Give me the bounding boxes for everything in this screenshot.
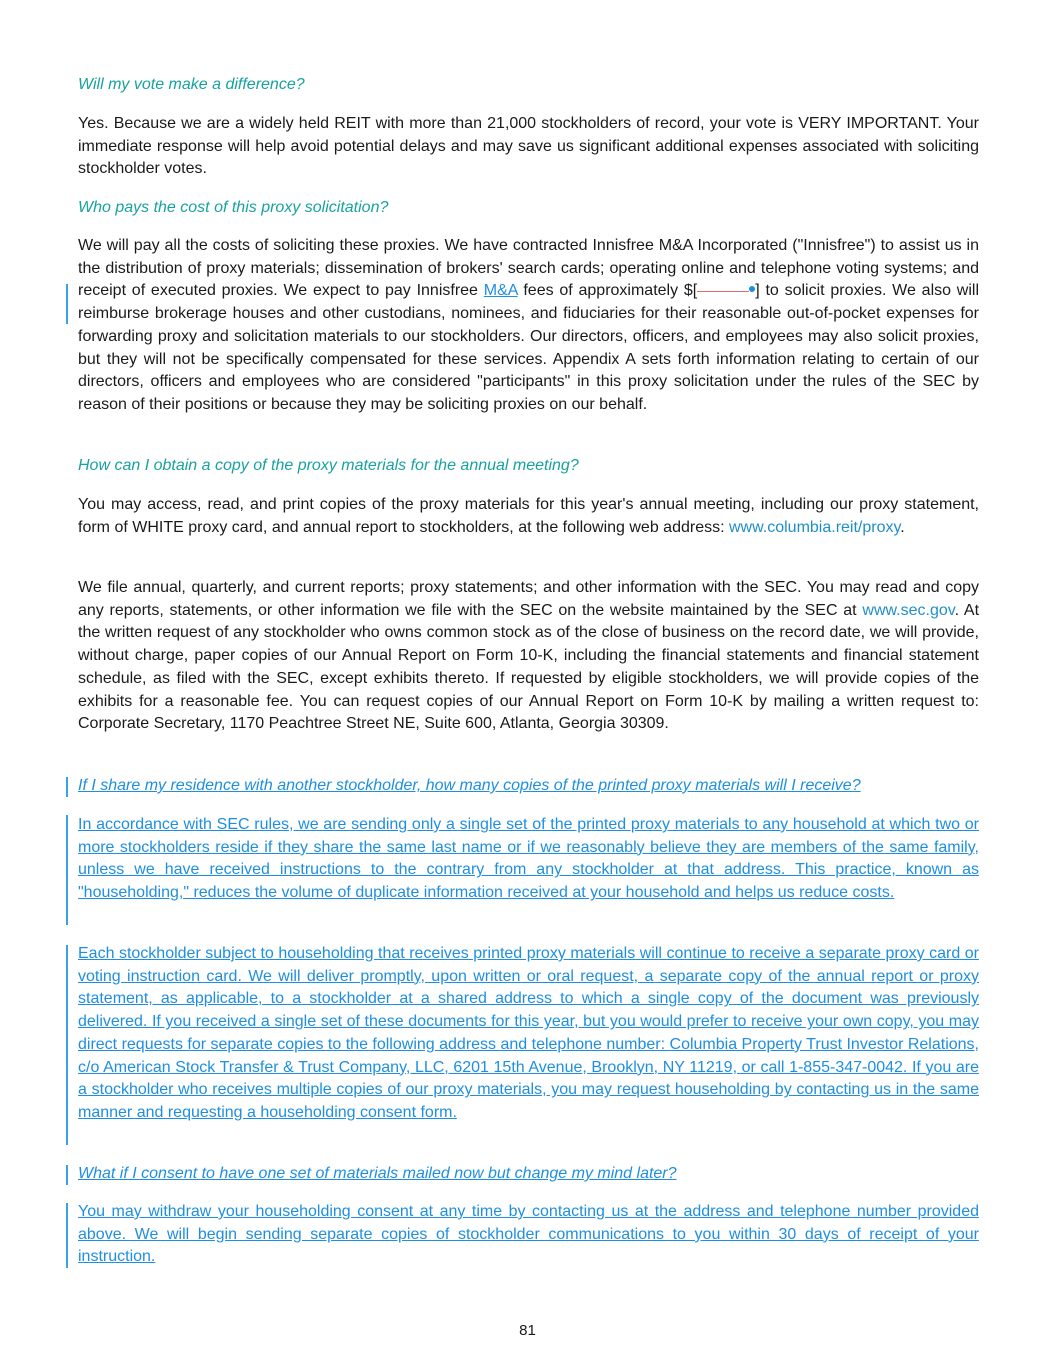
- sec-filings-text-1: We file annual, quarterly, and current reports; proxy statements; and other information with the SEC. You may read and copy any reports, statements, or other information we file with the SEC on the website maintained by the SEC at: [78, 579, 979, 619]
- question-change-mind: What if I consent to have one set of materials mailed now but change my mind later?: [78, 1165, 677, 1182]
- answer-proxy-cost-text-2: fees of approximately $[: [523, 282, 698, 300]
- columbia-proxy-link[interactable]: www.columbia.reit/proxy: [728, 518, 901, 536]
- answer-proxy-cost-text-1: We will pay all the costs of soliciting these proxies. We have contracted Innisfree M&A Incorporated ("Innisfree") to assist us in the distribution of proxy materials; dissemination of brokers' search cards; operating online and telephone voting systems; and receipt of executed proxies. We expect to pay Innisfree: [78, 237, 979, 300]
- fee-amount-field[interactable]: [697, 281, 749, 292]
- answer-shared-residence: In accordance with SEC rules, we are sending only a single set of the printed proxy materials to any household at which two or more stockholders reside if they share the same last name or if we reasonably believe they are members of the same family, unless we have received instructions to the contrary from any stockholder at that address. This practice, known as "householding," reduces the volume of duplicate information received at your household and helps us reduce costs.: [78, 816, 979, 902]
- sec-gov-link[interactable]: www.sec.gov: [862, 601, 955, 619]
- question-vote-difference: Will my vote make a difference?: [78, 76, 305, 93]
- answer-obtain-copy-text: You may access, read, and print copies of the proxy materials for this year's annual meeting, including our proxy statement, form of WHITE proxy card, and annual report to stockholders, at the following web address:: [78, 496, 979, 536]
- change-bar: [66, 284, 68, 324]
- change-bar: [66, 777, 68, 797]
- question-proxy-cost: Who pays the cost of this proxy solicitation?: [78, 199, 389, 216]
- sec-filings-text-2: . At the written request of any stockholder who owns common stock as of the close of business on the record date, we will provide, without charge, paper copies of our Annual Report on Form 10-K, including the financial statements and financial statement schedule, as filed with the SEC, except exhibits thereto. If requested by eligible stockholders, we will provide copies of the exhibits for a reasonable fee. You can request copies of our Annual Report on Form 10-K by mailing a written request to: Corporate Secretary, 1170 Peachtree Street NE, Suite 600, Atlanta, Georgia 30309.: [78, 601, 980, 733]
- answer-proxy-cost-text-3: ] to solicit proxies. We also will reimburse brokerage houses and other custodians, nominees, and fiduciaries for their reasonable out-of-pocket expenses for forwarding proxy and solicitation materials to our stockholders. Our directors, officers, and employees may also solicit proxies, but they will not be specifically compensated for these services. Appendix A sets forth information relating to certain of our directors, officers and employees who are considered "participants" in this proxy solicitation under the rules of the SEC by reason of their positions or because they may be soliciting proxies on our behalf.: [78, 282, 980, 413]
- change-bar: [66, 945, 68, 1145]
- householding-paragraph: Each stockholder subject to householding that receives printed proxy materials will continue to receive a separate proxy card or voting instruction card. We will deliver promptly, upon written or oral request, a separate copy of the annual report or proxy statement, as applicable, to a stockholder at a shared address to which a single copy of the document was previously delivered. If you received a single set of these documents for this year, but you would prefer to receive your own copy, you may direct requests for separate copies to the following address and telephone number: Columbia Property Trust Investor Relations, c/o American Stock Transfer & Trust Company, LLC, 6201 15th Avenue, Brooklyn, NY 11219, or call 1-855-347-0042. If you are a stockholder who receives multiple copies of our proxy materials, you may request householding by contacting us in the same manner and requesting a householding consent form.: [78, 945, 979, 1121]
- answer-change-mind: You may withdraw your householding consent at any time by contacting us at the address and telephone number provided above. We will begin sending separate copies of stockholder communications to you within 30 days of receipt of your instruction.: [78, 1203, 979, 1266]
- answer-obtain-copy: You may access, read, and print copies of the proxy materials for this year's annual meeting, including our proxy statement, form of WHITE proxy card, and annual report to stockholders, at the following web address: www.columbia.reit/proxy.: [78, 496, 979, 536]
- sec-filings-paragraph: [78, 577, 979, 736]
- ma-link[interactable]: M&A: [483, 282, 518, 300]
- answer-vote-difference: Yes. Because we are a widely held REIT with more than 21,000 stockholders of record, your vote is VERY IMPORTANT. Your immediate response will help avoid potential delays and may save us significant additional expenses associated with soliciting stockholder votes.: [78, 115, 979, 178]
- answer-proxy-cost: [78, 235, 979, 417]
- question-obtain-copy: How can I obtain a copy of the proxy materials for the annual meeting?: [78, 457, 579, 474]
- page-number: 81: [519, 1322, 536, 1339]
- change-bar: [66, 815, 68, 925]
- question-shared-residence: If I share my residence with another stockholder, how many copies of the printed proxy materials will I receive?: [78, 777, 861, 794]
- change-bar: [66, 1203, 68, 1268]
- change-bar: [66, 1165, 68, 1185]
